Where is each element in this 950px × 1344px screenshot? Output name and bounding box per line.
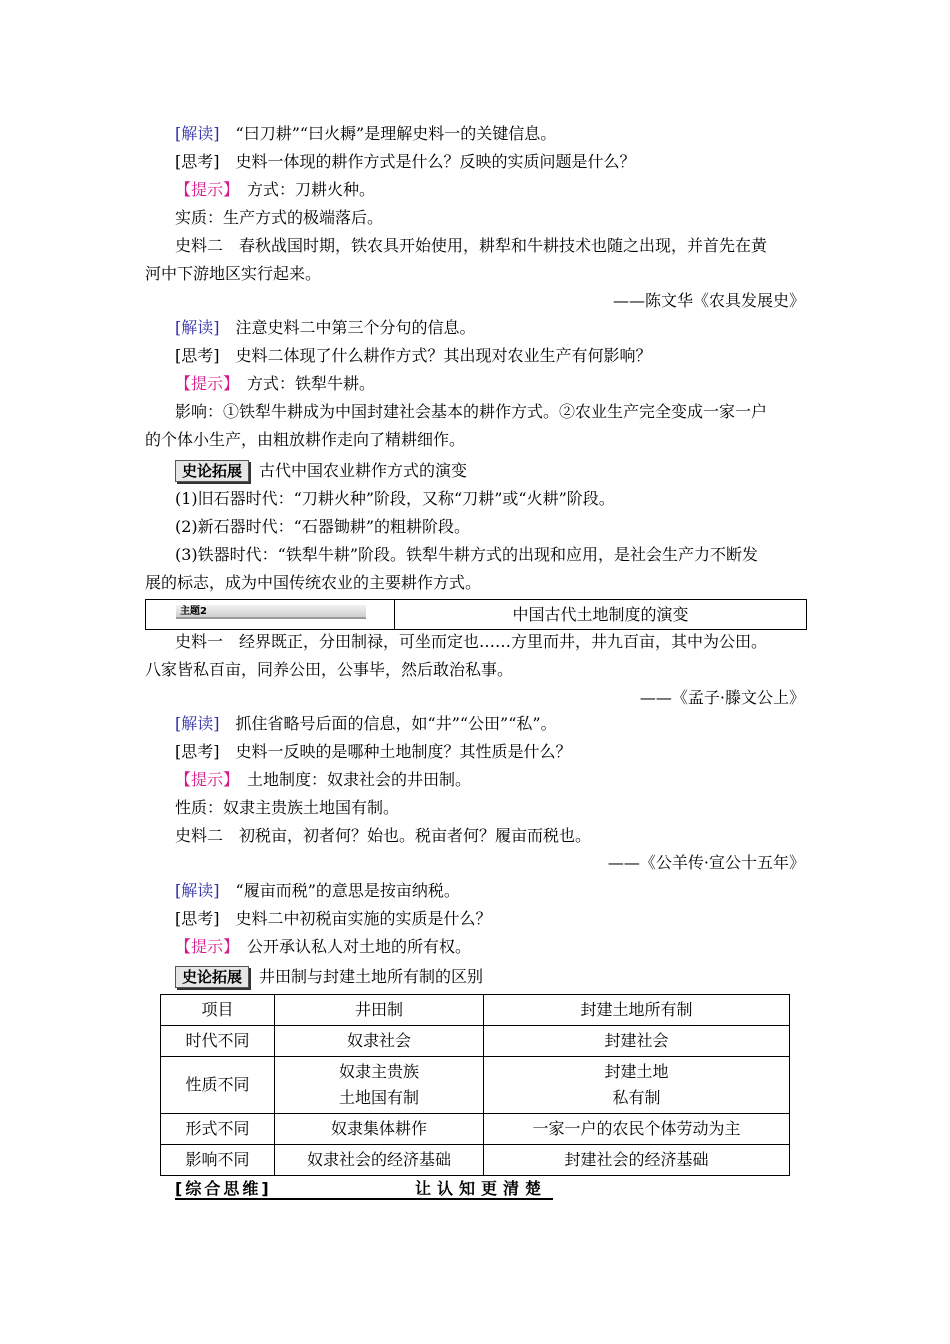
source-2-paragraph: 史料二 春秋战国时期，铁农具开始使用，耕犁和牛耕技术也随之出现，并首先在黄 [175,236,768,255]
table-cell: 时代不同 [161,1026,275,1057]
table-cell-line: 私有制 [612,1088,661,1107]
hint-label: 【提示】 [175,937,232,956]
extension-title: 古代中国农业耕作方式的演变 [259,461,468,480]
hint-label: 【提示】 [175,770,232,789]
analysis-text: “曰刀耕”“曰火耨”是理解史料一的关键信息。 [235,124,557,143]
analysis-label: [解读] [175,714,220,733]
hint-detail-3: 性质：奴隶主贵族土地国有制。 [175,798,400,817]
think-line-3 [175,742,572,762]
hint-text: 土地制度：奴隶社会的井田制。 [247,770,472,789]
analysis-label: [解读] [175,124,220,143]
topic-badge-text: 主题2 [180,606,207,617]
hint-line-4 [175,937,471,957]
hint-text: 方式：铁犁牛耕。 [247,374,376,393]
analysis-line-4 [175,881,460,901]
table-cell-line: 土地国有制 [338,1088,419,1107]
table-cell-line: 奴隶主贵族 [338,1062,419,1081]
hint-label: 【提示】 [175,180,232,199]
summary-slogan: 让认知更清楚 [415,1179,548,1198]
table-header-cell: 项目 [161,995,275,1026]
think-label: [思考] [175,909,220,928]
hint-line-3 [175,770,471,790]
extension-heading-1 [175,460,467,482]
think-text: 史料一体现的耕作方式是什么？反映的实质问题是什么？ [235,152,636,171]
topic-badge-cell [146,600,395,629]
impact-paragraph: 影响：①铁犁牛耕成为中国封建社会基本的耕作方式。②农业生产完全变成一家一户 [175,402,768,421]
source-1-citation: ——《孟子·滕文公上》 [639,688,805,707]
think-text: 史料二中初税亩实施的实质是什么？ [235,909,492,928]
hint-detail-1: 实质：生产方式的极端落后。 [175,208,384,227]
analysis-line-3 [175,714,557,734]
table-cell: 形式不同 [161,1114,275,1145]
table-cell-line: 封建土地 [604,1062,669,1081]
source-1-paragraph-cont: 八家皆私百亩，同养公田，公事毕，然后敢治私事。 [145,660,514,679]
topic-badge [176,605,366,619]
extension-item-3: (3)铁器时代：“铁犁牛耕”阶段。铁犁牛耕方式的出现和应用，是社会生产力不断发 [175,545,759,564]
source-2b-paragraph: 史料二 初税亩，初者何？始也。税亩者何？履亩而税也。 [175,826,592,845]
topic-title: 中国古代土地制度的演变 [512,605,689,624]
hint-line-2 [175,374,375,394]
table-header-row [161,995,790,1026]
topic-2-header [145,599,807,630]
hint-text: 公开承认私人对土地的所有权。 [247,937,472,956]
extension-title: 井田制与封建土地所有制的区别 [259,967,484,986]
analysis-text: 抓住省略号后面的信息，如“井”“公田”“私”。 [235,714,557,733]
summary-label: [综合思维] [175,1179,272,1198]
analysis-label: [解读] [175,318,220,337]
source-2b-citation: ——《公羊传·宣公十五年》 [607,853,805,872]
think-line-4 [175,909,492,929]
table-cell [484,1057,790,1114]
hint-line-1 [175,180,375,200]
extension-item-1: (1)旧石器时代：“刀耕火种”阶段，又称“刀耕”或“火耕”阶段。 [175,489,615,508]
extension-item-3-cont: 展的标志，成为中国传统农业的主要耕作方式。 [145,573,482,592]
table-cell: 影响不同 [161,1145,275,1176]
source-1-paragraph: 史料一 经界既正，分田制禄，可坐而定也……方里而井，井九百亩，其中为公田。 [175,632,768,651]
table-cell: 奴隶社会的经济基础 [275,1145,484,1176]
hint-label: 【提示】 [175,374,232,393]
table-row [161,1114,790,1145]
table-cell: 奴隶集体耕作 [275,1114,484,1145]
comparison-table [160,994,790,1176]
think-text: 史料二体现了什么耕作方式？其出现对农业生产有何影响？ [235,346,652,365]
analysis-text: “履亩而税”的意思是按亩纳税。 [235,881,460,900]
table-header-cell: 井田制 [275,995,484,1026]
think-line-1 [175,152,636,172]
think-label: [思考] [175,152,220,171]
table-row [161,1026,790,1057]
table-cell: 性质不同 [161,1057,275,1114]
extension-tag: 史论拓展 [175,966,249,988]
table-cell: 奴隶社会 [275,1026,484,1057]
table-row [161,1145,790,1176]
analysis-label: [解读] [175,881,220,900]
impact-paragraph-cont: 的个体小生产，由粗放耕作走向了精耕细作。 [145,430,466,449]
extension-tag: 史论拓展 [175,460,249,482]
think-label: [思考] [175,346,220,365]
think-line-2 [175,346,652,366]
think-label: [思考] [175,742,220,761]
hint-text: 方式：刀耕火种。 [247,180,376,199]
table-row [161,1057,790,1114]
extension-heading-2 [175,966,483,988]
table-cell: 封建社会的经济基础 [484,1145,790,1176]
table-header-cell: 封建土地所有制 [484,995,790,1026]
analysis-line-1 [175,124,556,144]
extension-item-2: (2)新石器时代：“石器锄耕”的粗耕阶段。 [175,517,471,536]
table-cell: 封建社会 [484,1026,790,1057]
table-cell: 一家一户的农民个体劳动为主 [484,1114,790,1145]
analysis-text: 注意史料二中第三个分句的信息。 [235,318,476,337]
summary-banner [175,1176,553,1200]
source-2-paragraph-cont: 河中下游地区实行起来。 [145,264,322,283]
table-cell [275,1057,484,1114]
source-2-citation: ——陈文华《农具发展史》 [612,291,805,310]
think-text: 史料一反映的是哪种土地制度？其性质是什么？ [235,742,572,761]
analysis-line-2 [175,318,476,338]
